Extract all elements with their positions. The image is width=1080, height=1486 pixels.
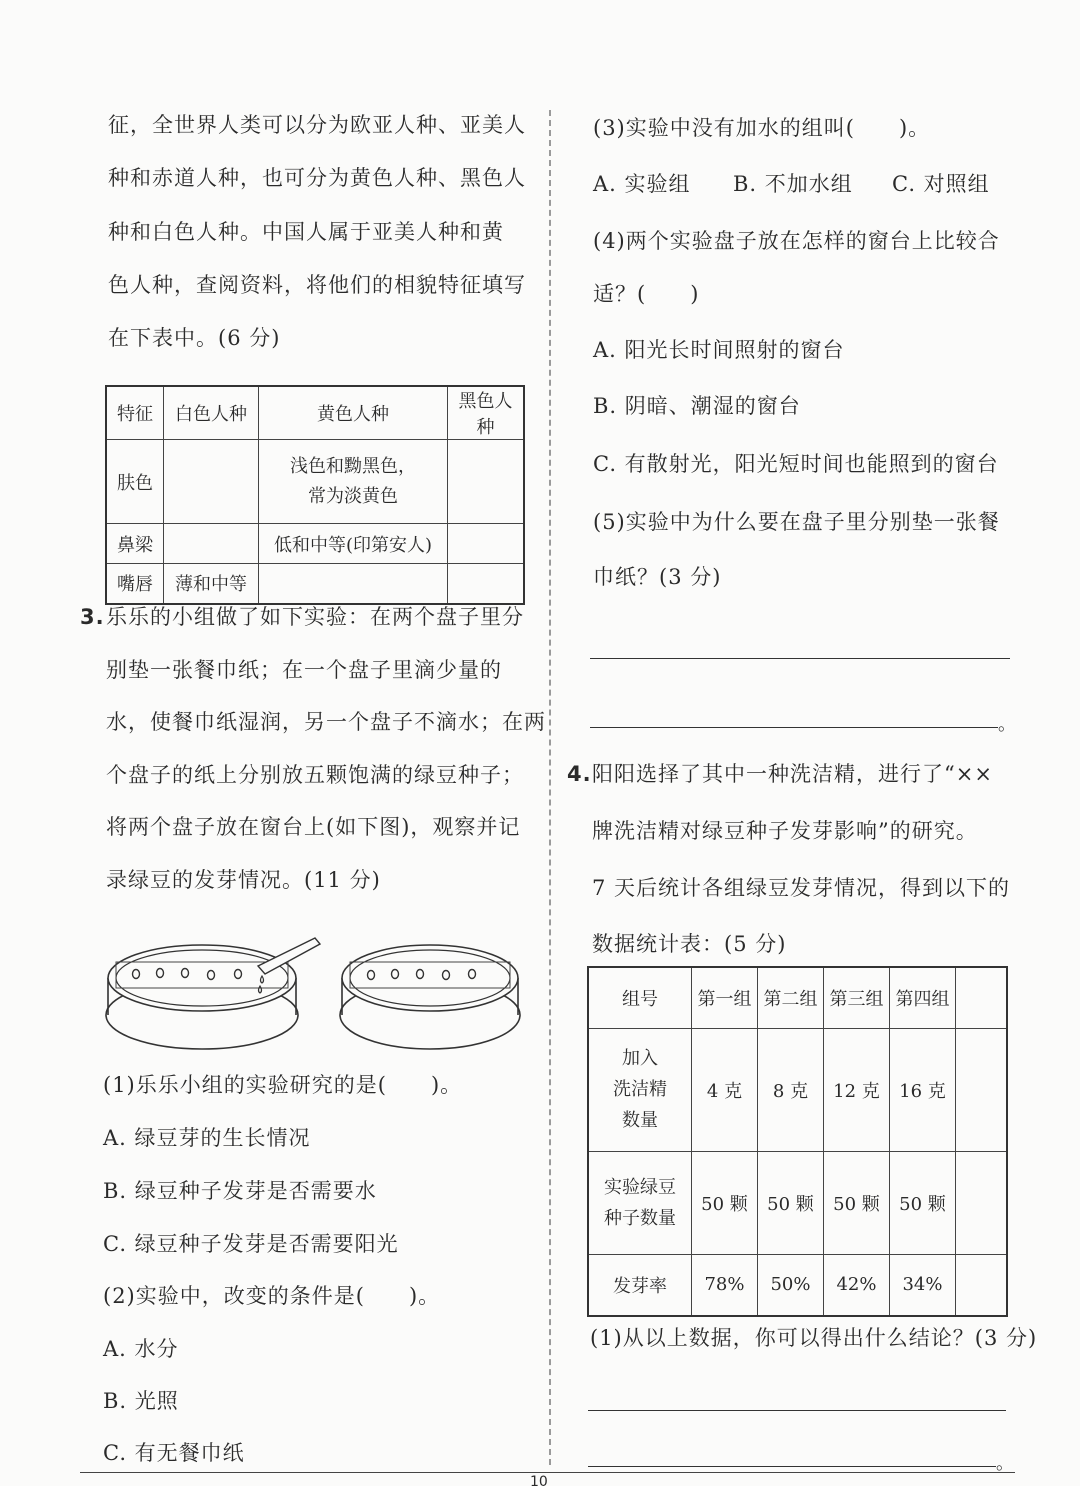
page-number: 10	[530, 1474, 548, 1486]
answer-line[interactable]	[588, 1466, 996, 1467]
intro-line: 种和白色人种。中国人属于亚美人种和黄	[108, 220, 504, 244]
option: B. 阴暗、潮湿的窗台	[593, 394, 801, 418]
option: A. 水分	[103, 1337, 179, 1361]
intro-line: 征，全世界人类可以分为欧亚人种、亚美人	[108, 113, 526, 137]
period: 。	[996, 1453, 1014, 1474]
question-number: 3.	[80, 605, 105, 629]
table-cell: 50 颗	[758, 1151, 824, 1254]
table-cell: 34%	[890, 1254, 956, 1316]
table-cell	[259, 440, 448, 524]
table-cell: 12 克	[824, 1028, 890, 1151]
answer-line[interactable]	[590, 658, 1010, 659]
q3-sub2: (2)实验中，改变的条件是( )。	[103, 1284, 441, 1308]
q3-sub5-line: (5)实验中为什么要在盘子里分别垫一张餐	[593, 510, 1000, 534]
intro-line: 在下表中。(6 分)	[108, 326, 281, 350]
features-table	[105, 385, 525, 605]
table-cell: 鼻梁	[106, 524, 164, 564]
period: 。	[998, 714, 1016, 735]
answer-line[interactable]	[588, 1410, 1006, 1411]
option: A. 绿豆芽的生长情况	[103, 1126, 311, 1150]
q4-line: 牌洗洁精对绿豆种子发芽影响”的研究。	[592, 819, 978, 843]
q3-sub1: (1)乐乐小组的实验研究的是( )。	[103, 1073, 463, 1097]
dry-dish-graphic	[340, 945, 520, 1049]
answer-line[interactable]	[590, 727, 998, 728]
q3-sub4-line: (4)两个实验盘子放在怎样的窗台上比较合	[593, 229, 1000, 253]
table-cell: 薄和中等	[164, 564, 259, 604]
table-cell	[956, 1028, 1008, 1151]
option: C. 有无餐巾纸	[103, 1441, 245, 1465]
q3-line: 录绿豆的发芽情况。(11 分)	[106, 868, 381, 892]
table-cell: 肤色	[106, 440, 164, 524]
table-cell	[448, 440, 525, 524]
option: A. 实验组	[593, 172, 691, 196]
label-line: 数量	[622, 1110, 658, 1131]
table-header: 白色人种	[164, 386, 259, 440]
table-header: 组号	[588, 967, 692, 1028]
stats-table	[587, 966, 1008, 1317]
table-row-label	[588, 1028, 692, 1151]
q3-line: 水，使餐巾纸湿润，另一个盘子不滴水；在两	[106, 710, 546, 734]
option: B. 绿豆种子发芽是否需要水	[103, 1179, 377, 1203]
table-cell	[259, 564, 448, 604]
option: C. 对照组	[892, 172, 990, 196]
q4-line: 7 天后统计各组绿豆发芽情况，得到以下的	[592, 876, 1011, 900]
table-cell: 4 克	[692, 1028, 758, 1151]
table-cell: 50 颗	[692, 1151, 758, 1254]
table-header: 第二组	[758, 967, 824, 1028]
table-cell	[956, 1254, 1008, 1316]
table-cell: 8 克	[758, 1028, 824, 1151]
option: A. 阳光长时间照射的窗台	[593, 338, 845, 362]
table-cell: 50 颗	[824, 1151, 890, 1254]
label-line: 实验绿豆	[604, 1176, 676, 1198]
q3-sub5-line: 巾纸？(3 分)	[593, 565, 722, 589]
q4-line: 数据统计表：(5 分)	[592, 932, 787, 956]
intro-line: 种和赤道人种，也可分为黄色人种、黑色人	[108, 166, 526, 190]
footer-rule	[80, 1472, 1015, 1473]
table-header: 第四组	[890, 967, 956, 1028]
label-line: 洗洁精	[613, 1079, 667, 1100]
table-header: 第三组	[824, 967, 890, 1028]
option: B. 光照	[103, 1389, 179, 1413]
table-cell: 低和中等(印第安人)	[259, 524, 448, 564]
q3-sub4-line: 适？( )	[593, 282, 700, 306]
table-cell	[956, 1151, 1008, 1254]
table-cell: 78%	[692, 1254, 758, 1316]
cell-line: 浅色和黝黑色，	[290, 455, 416, 477]
cell-line: 常为淡黄色	[308, 485, 398, 507]
label-line: 种子数量	[604, 1207, 676, 1229]
q3-line: 乐乐的小组做了如下实验：在两个盘子里分	[106, 605, 524, 629]
table-cell	[448, 524, 525, 564]
table-cell: 嘴唇	[106, 564, 164, 604]
wet-dish-graphic	[106, 938, 320, 1049]
table-row-label: 发芽率	[588, 1254, 692, 1316]
table-cell	[164, 524, 259, 564]
table-header: 黄色人种	[259, 386, 448, 440]
table-cell	[164, 440, 259, 524]
table-cell: 50%	[758, 1254, 824, 1316]
q3-sub3: (3)实验中没有加水的组叫( )。	[593, 116, 931, 140]
table-header: 第一组	[692, 967, 758, 1028]
table-cell: 50 颗	[890, 1151, 956, 1254]
intro-line: 色人种，查阅资料，将他们的相貌特征填写	[108, 273, 526, 297]
table-header: 特征	[106, 386, 164, 440]
q3-line: 个盘子的纸上分别放五颗饱满的绿豆种子；	[106, 763, 524, 787]
dishes-illustration	[100, 930, 540, 1055]
table-cell	[448, 564, 525, 604]
q4-sub1: (1)从以上数据，你可以得出什么结论？(3 分)	[590, 1326, 1038, 1350]
q4-line: 阳阳选择了其中一种洗洁精，进行了“××	[592, 762, 993, 786]
option: C. 有散射光，阳光短时间也能照到的窗台	[593, 452, 999, 476]
table-header	[956, 967, 1008, 1028]
q3-line: 别垫一张餐巾纸；在一个盘子里滴少量的	[106, 658, 502, 682]
table-cell: 42%	[824, 1254, 890, 1316]
column-divider	[549, 110, 551, 1465]
q3-line: 将两个盘子放在窗台上(如下图)，观察并记	[106, 815, 521, 839]
table-row-label	[588, 1151, 692, 1254]
option: C. 绿豆种子发芽是否需要阳光	[103, 1232, 399, 1256]
label-line: 加入	[622, 1048, 658, 1069]
table-header: 黑色人种	[448, 386, 525, 440]
question-number: 4.	[567, 762, 592, 786]
table-cell: 16 克	[890, 1028, 956, 1151]
option: B. 不加水组	[733, 172, 853, 196]
